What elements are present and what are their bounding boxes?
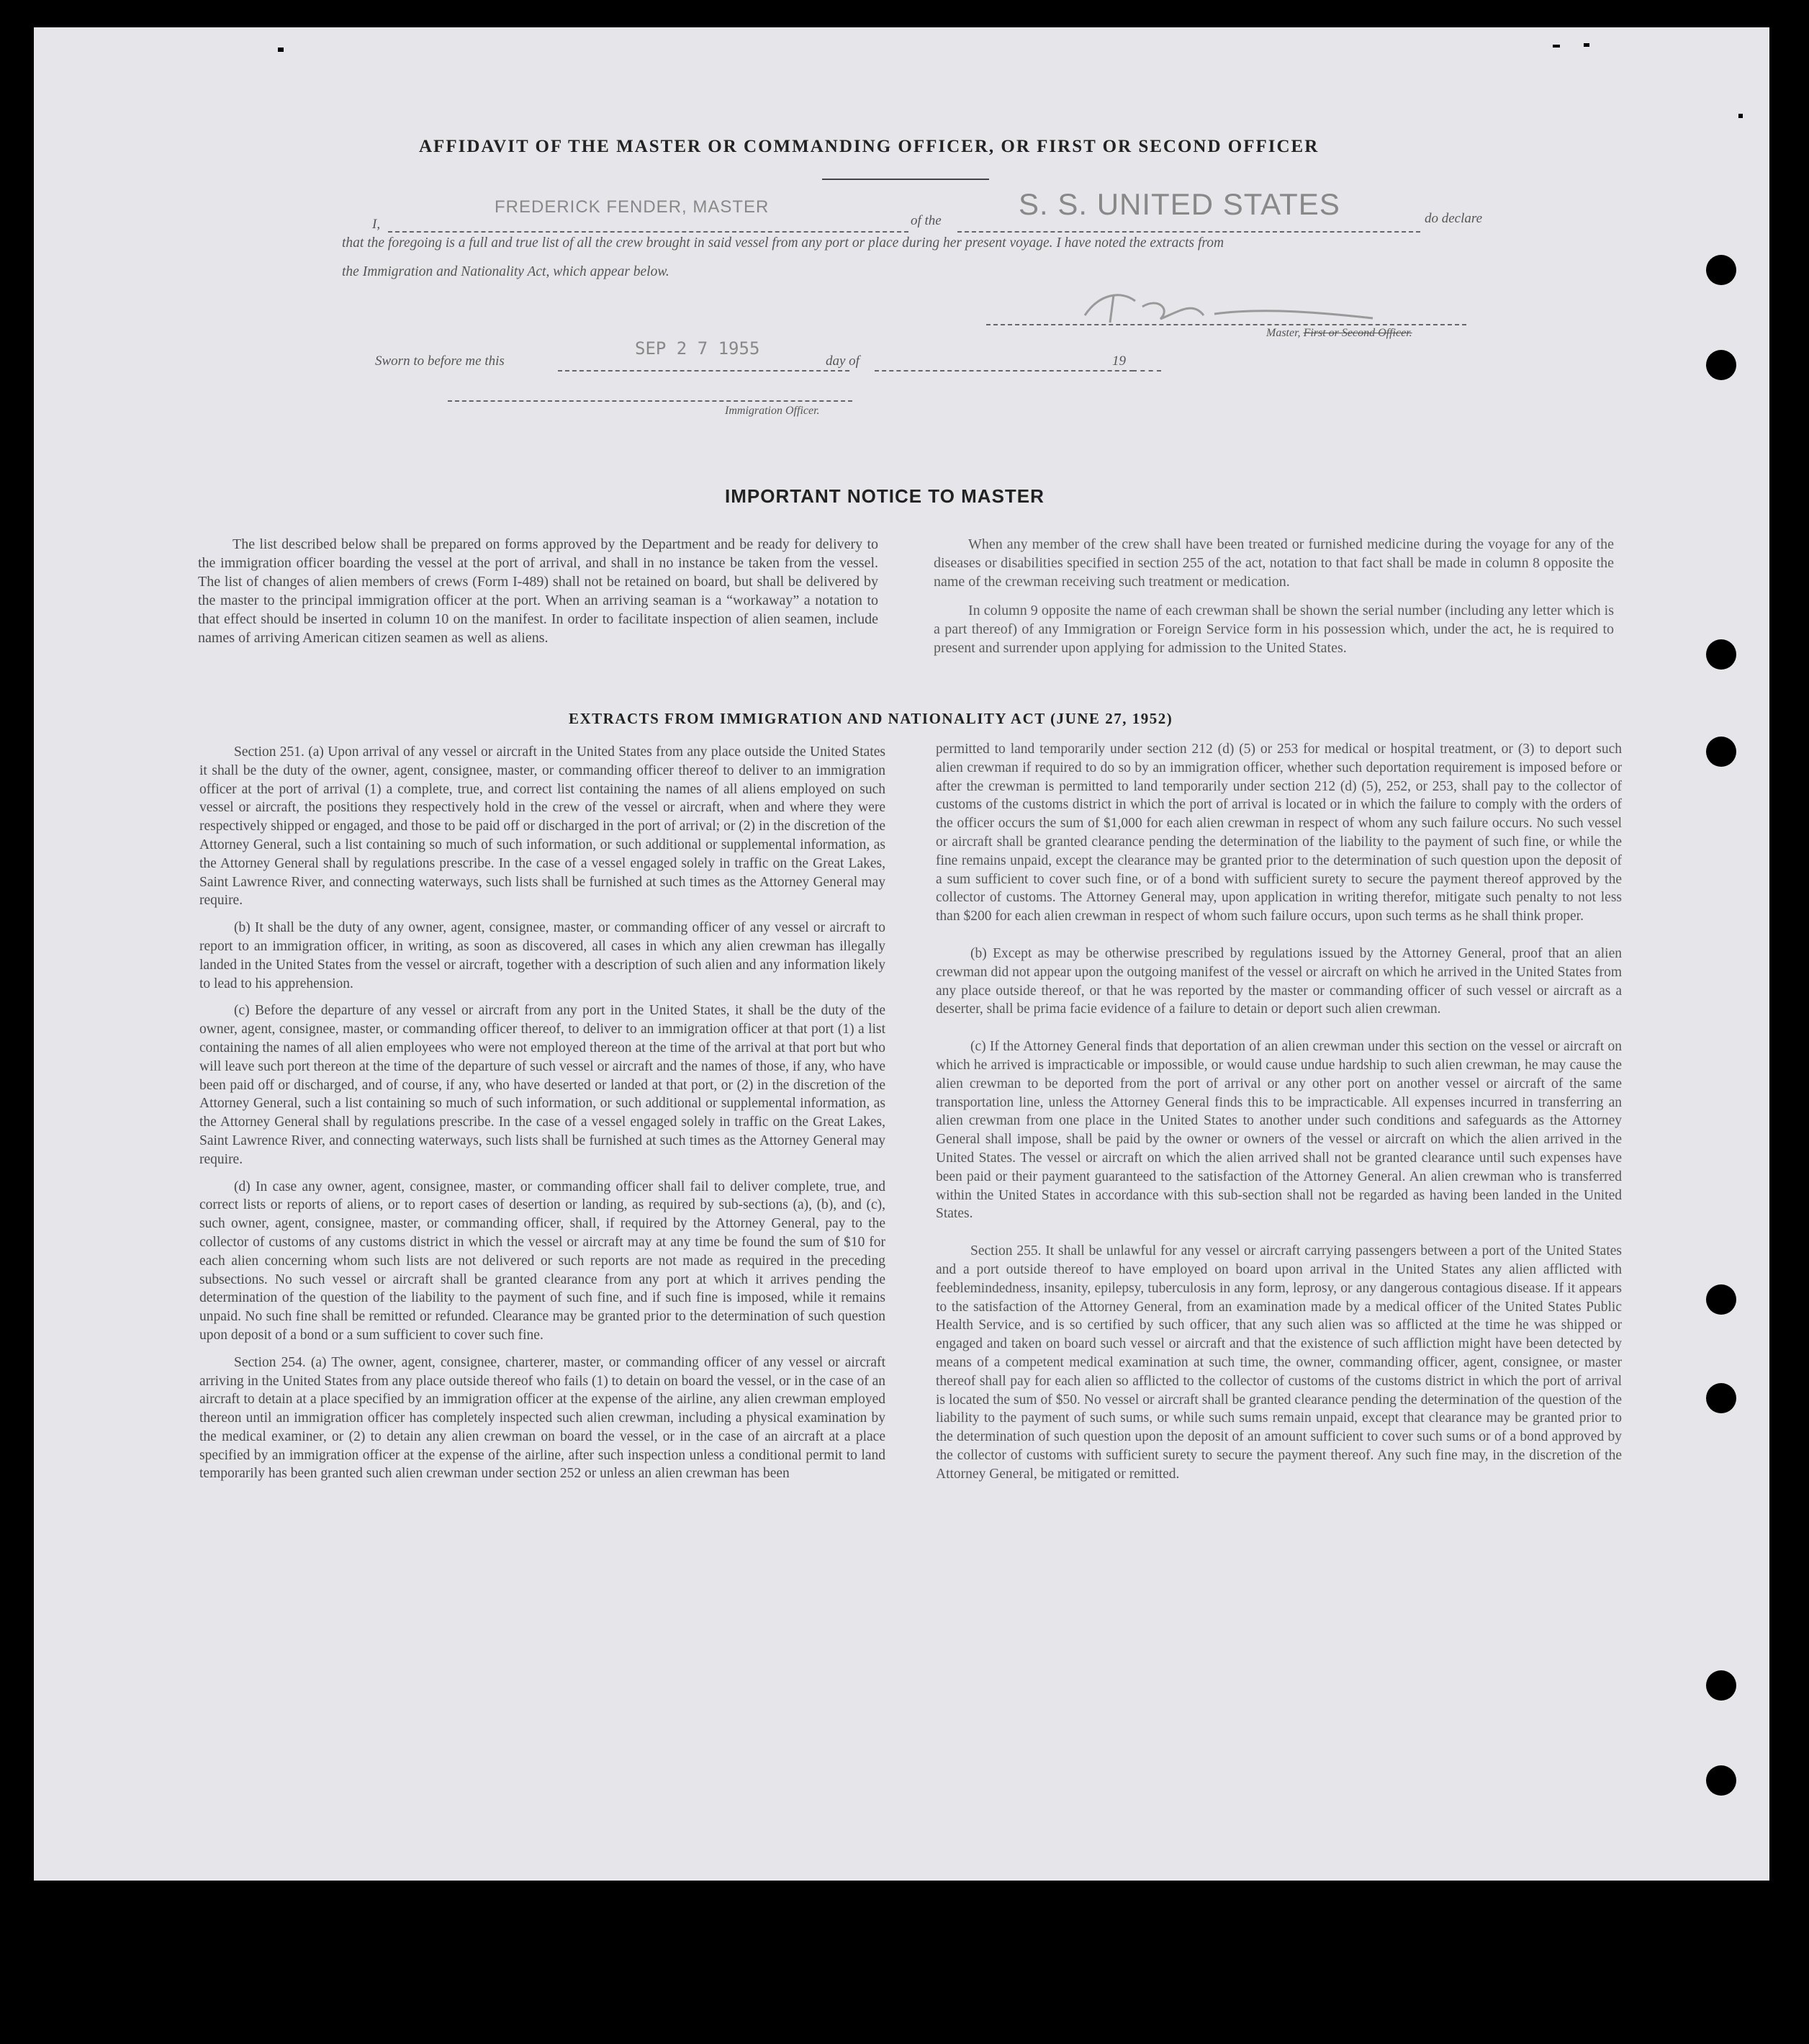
section-255: Section 255. It shall be unlawful for any vessel or aircraft carrying passengers between a port of the United States and a port outside thereof to have employed on board upon arrival in the United States any alien afflicted with feeblemindedness, insanity, epilepsy, tuberculosis in any form, leprosy, or any dangerous contagious disease. If it appears to the satisfaction of the Attorney General, from an examination made by a medical officer of the United States Public Health Service, and is so certified by such officer, that any such alien was so afflicted at the time he was shipped or engaged and taken on board such vessel or aircraft and that the existence of such affliction might have been detected by means of a competent medical examination at such time, the owner, commanding officer, agent, consignee, or master thereof shall pay for each alien so afflicted to the collector of customs of the customs district in which the port of arrival is located the sum of $50. No vessel or aircraft shall be granted clearance pending the determination of the question of the liability to the payment of such sums, or while such sums remain unpaid, except that clearance may be granted prior to the determination of such question upon the deposit of an amount sufficient to cover such sums or of a bond approved by the collector of customs with sufficient surety to secure the payment thereof. Any such fine may, in the discretion of the Attorney General, be mitigated or remitted. (936, 1243, 1622, 1482)
section-254a: Section 254. (a) The owner, agent, consignee, charterer, master, or commanding officer of any vessel or aircraft arriving in the United States from any place outside thereof who fails (1) to detain on board the vessel, or in the case of an aircraft to detain at a place specified by an immigration officer at the expense of the airline, any alien crewman employed thereon until an immigration officer has completely inspected such alien crewman, including a physical examination by the medical examiner, or (2) to detain any alien crewman on board the vessel, or in the case of an aircraft at a place specified by an immigration officer at the expense of the airline, after such inspection unless a conditional permit to land temporarily has been granted such alien crewman under section 252 or unless an alien crewman has been (199, 1354, 885, 1482)
extracts-title: EXTRACTS FROM IMMIGRATION AND NATIONALITY ACT (JUNE 27, 1952) (569, 710, 1173, 727)
document-page (34, 27, 1769, 1881)
year-line (1132, 370, 1161, 372)
speck (278, 48, 284, 52)
signature-caption-prefix: Master, (1266, 327, 1301, 339)
i-label: I, (372, 217, 381, 232)
punch-hole (1706, 1670, 1736, 1701)
section-251d: (d) In case any owner, agent, consignee, master, or commanding officer shall fail to deliver complete, true, and correct lists or reports of aliens, or to report cases of desertion or landing, as required by sub-sections (a), (b), and (c), such owner, agent, consignee, master, or commanding officer, shall, if required by the Attorney General, pay to the collector of customs of any customs district in which the vessel or aircraft may at any time be found the sum of $10 for each alien concerning whom such lists are not delivered or such reports are not made as required in the preceding subsections. No such vessel or aircraft shall be granted clearance from any port at which it arrives pending the determination of the question of the liability to the payment of such fine, and if such fine is imposed, while it remains unpaid. No such fine shall be remitted or refunded. Clearance may be granted prior to the determination of such question upon deposit of a bond or a sum sufficient to cover such fine. (199, 1179, 885, 1343)
punch-hole (1706, 737, 1736, 767)
punch-hole (1706, 350, 1736, 380)
punch-hole (1706, 639, 1736, 670)
signature-caption-struck: First or Second Officer. (1303, 327, 1412, 339)
section-254c: (c) If the Attorney General finds that deportation of an alien crewman under this section on the vessel or aircraft on which he arrived is impracticable or impossible, or would cause undue hardship to such alien crewman, he may cause the alien crewman to be deported from the port of arrival or any other port on another vessel or aircraft of the same transportation line, unless the Attorney General finds this to be impracticable. All expenses incurred in transferring an alien crewman from one place in the United States to another under such conditions and safeguards as the Attorney General shall impose, shall be paid by the owner or owners of the vessel or aircraft on which the alien arrived in the United States. The vessel or aircraft on which the alien arrived shall not be granted clearance until such expenses have been paid or their payment guaranteed to the satisfaction of the Attorney General. An alien crewman who is transferred within the United States in accordance with this sub-section shall not be regarded as having been landed in the United States. (936, 1039, 1622, 1222)
affidavit-title: AFFIDAVIT OF THE MASTER OR COMMANDING OFFICER, OR FIRST OR SECOND OFFICER (419, 137, 1319, 156)
notice-title: IMPORTANT NOTICE TO MASTER (725, 485, 1045, 507)
signature-caption (1266, 327, 1412, 340)
master-name: FREDERICK FENDER, MASTER (495, 197, 770, 217)
speck (1584, 43, 1589, 47)
punch-hole (1706, 1284, 1736, 1315)
year-label: 19 (1112, 354, 1126, 369)
day-of-label: day of (826, 354, 860, 369)
vessel-line (957, 231, 1420, 233)
sworn-date-line (558, 370, 849, 372)
extracts-left-column (199, 743, 885, 1492)
section-254b: (b) Except as may be otherwise prescribed by regulations issued by the Attorney General, proof that an alien crewman did not appear upon the outgoing manifest of the vessel or aircraft on which he arrived in the United States from any place outside thereof, or that he was reported by the master or commanding officer of such vessel or aircraft as a deserter, shall be prima facie evidence of a failure to detain or deport such alien crewman. (936, 945, 1622, 1017)
do-declare-label: do declare (1425, 211, 1483, 226)
speck (1738, 114, 1743, 118)
section-254a-cont: permitted to land temporarily under section 212 (d) (5) or 253 for medical or hospital treatment, or (3) to deport such alien crewman if required to do so by an immigration officer, whether such deportation requirement is imposed before or after the crewman is permitted to land temporarily under section 212 (d) (5), 252, or 253, shall pay to the collector of customs of the customs district in which the port of arrival is located or in which the failure to comply with the orders of the officer occurs the sum of $1,000 for each alien crewman in respect of whom any such failure occurs. No such vessel or aircraft shall be granted clearance pending the determination of the liability to the payment of such fine, or while the fine remains unpaid, except the clearance may be granted prior to the determination of such question upon the deposit of a sum sufficient to cover such fine, or of a bond with sufficient surety to secure the payment thereof approved by the collector of customs. The Attorney General may, upon application in writing therefor, mitigate such penalty to not less than $200 for each alien crewman in respect of whom such failure occurs, upon such terms as he shall think proper. (936, 742, 1622, 924)
master-signature (1070, 287, 1409, 330)
extracts-right-column (936, 740, 1622, 1492)
vessel-name: S. S. UNITED STATES (1019, 187, 1340, 221)
declaration-line-1: that the foregoing is a full and true list of all the crew brought in said vessel from any port or place during her present voyage. I have noted the extracts from (342, 235, 1224, 251)
notice-right-text-2: In column 9 opposite the name of each crewman shall be shown the serial number (including any letter which is a part thereof) of any Immigration or Foreign Service form in his possession which, under the act, he is required to present and surrender upon applying for admission to the United States. (934, 603, 1614, 656)
officer-caption: Immigration Officer. (725, 405, 820, 417)
notice-left-text: The list described below shall be prepared on forms approved by the Department and be ready for delivery to the immigration officer boarding the vessel at the port of arrival, and shall in no instance be taken from the vessel. The list of changes of alien members of crews (Form I-489) shall not be retained on board, but shall be delivered by the master to the principal immigration officer at the port. When an arriving seaman is a “workaway” a notation to that effect should be inserted in column 10 on the manifest. In order to facilitate inspection of alien seamen, include names of arriving American citizen seamen as well as aliens. (198, 536, 878, 646)
notice-left-paragraph (198, 535, 878, 647)
declaration-line-2: the Immigration and Nationality Act, which appear below. (342, 264, 669, 279)
officer-line (448, 400, 852, 402)
section-251a: Section 251. (a) Upon arrival of any vessel or aircraft in the United States from any place outside the United States it shall be the duty of the owner, agent, consignee, master, or commanding officer thereof to deliver to an immigration officer at the port of arrival (1) a complete, true, and correct list containing the names of all aliens employed on such vessel or aircraft, the positions they respectively hold in the crew of the vessel or aircraft, when and where they were respectively shipped or engaged, and those to be paid off or discharged in the port of arrival; or (2) in the discretion of the Attorney General, such a list containing so much of such information, or such additional or supplemental information, as the Attorney General shall by regulations prescribe. In the case of a vessel engaged solely in traffic on the Great Lakes, Saint Lawrence River, and connecting waterways, such lists shall be furnished at such times as the Attorney General may require. (199, 744, 885, 909)
month-line (875, 370, 1134, 372)
sworn-label: Sworn to before me this (375, 354, 505, 369)
section-251b: (b) It shall be the duty of any owner, agent, consignee, master, or commanding officer of any vessel or aircraft to report to an immigration officer, in writing, as soon as discovered, all cases in which any alien crewman has illegally landed in the United States from the vessel or aircraft, together with a description of such alien and any information likely to lead to his apprehension. (199, 920, 885, 991)
speck (1553, 45, 1560, 48)
title-rule (822, 179, 989, 180)
sworn-stamp: SEP 2 7 1955 (635, 338, 760, 359)
notice-right-paragraphs (934, 535, 1614, 657)
punch-hole (1706, 255, 1736, 285)
notice-right-text-1: When any member of the crew shall have been treated or furnished medicine during the voyage for any of the diseases or disabilities specified in section 255 of the act, notation to that fact shall be made in column 8 opposite the name of the crewman receiving such treatment or medication. (934, 536, 1614, 590)
punch-hole (1706, 1383, 1736, 1413)
of-the-label: of the (911, 213, 942, 228)
name-line (388, 231, 908, 233)
punch-hole (1706, 1765, 1736, 1796)
section-251c: (c) Before the departure of any vessel or aircraft from any port in the United States, it shall be the duty of the owner, agent, consignee, master, or commanding officer thereof, to deliver to an immigration officer at that port (1) a list containing the names of all alien employees who were not employed thereon at the time of the arrival at that port but who will leave such port thereon at the time of the departure of such vessel or aircraft and the names of those, if any, who have been paid off or discharged, and of course, if any, who have deserted or landed at that port, or (2) in the discretion of the Attorney General, such a list containing so much of such information, or such additional or supplemental information, as the Attorney General shall by regulations prescribe. In the case of a vessel engaged solely in traffic on the Great Lakes, Saint Lawrence River, and connecting waterways, such lists shall be furnished at such times as the Attorney General may require. (199, 1003, 885, 1167)
